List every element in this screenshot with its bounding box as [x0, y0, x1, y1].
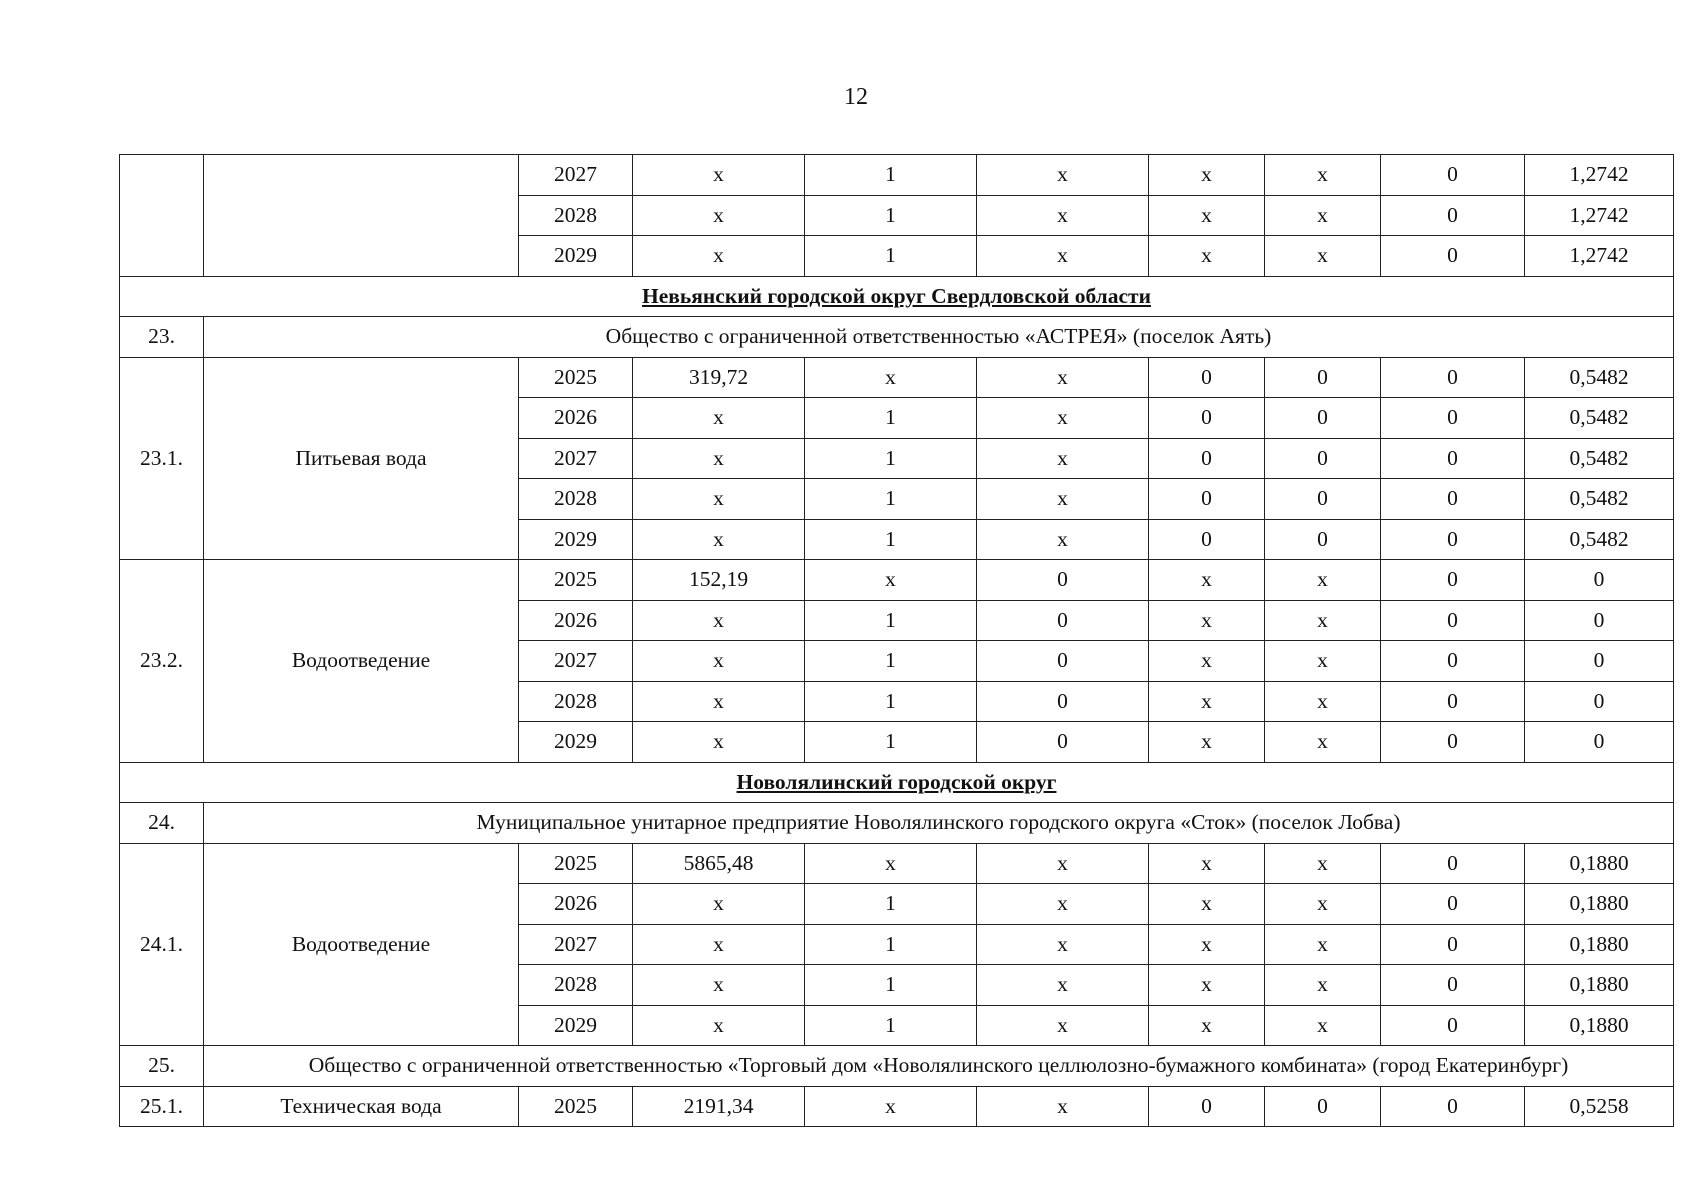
value-cell: 0	[1149, 519, 1265, 560]
value-cell: x	[1265, 884, 1381, 925]
year-cell: 2029	[519, 236, 633, 277]
year-cell: 2028	[519, 195, 633, 236]
value-cell: 0,5258	[1525, 1086, 1674, 1127]
value-cell: 2191,34	[633, 1086, 805, 1127]
value-cell: x	[1149, 681, 1265, 722]
value-cell: x	[977, 924, 1149, 965]
value-cell: x	[1149, 155, 1265, 196]
value-cell: x	[633, 479, 805, 520]
value-cell: 0	[1525, 600, 1674, 641]
value-cell: 0	[1381, 681, 1525, 722]
value-cell: 0	[1381, 398, 1525, 439]
year-cell: 2025	[519, 357, 633, 398]
value-cell: 0,5482	[1525, 357, 1674, 398]
value-cell: 0	[1265, 519, 1381, 560]
value-cell: 0	[977, 560, 1149, 601]
value-cell: 1	[805, 681, 977, 722]
value-cell: x	[633, 398, 805, 439]
item-name: Техническая вода	[204, 1086, 519, 1127]
value-cell: 1	[805, 722, 977, 763]
table-row	[120, 317, 1674, 358]
year-cell: 2028	[519, 479, 633, 520]
value-cell: x	[1149, 560, 1265, 601]
year-cell: 2027	[519, 155, 633, 196]
table-row	[120, 276, 1674, 317]
value-cell: 1	[805, 155, 977, 196]
value-cell: 0,1880	[1525, 884, 1674, 925]
value-cell: 0	[1381, 965, 1525, 1006]
value-cell: x	[1265, 560, 1381, 601]
value-cell: 0	[977, 600, 1149, 641]
value-cell: 0,1880	[1525, 843, 1674, 884]
value-cell: 0	[1381, 236, 1525, 277]
value-cell: x	[1265, 1005, 1381, 1046]
value-cell: 0	[1149, 398, 1265, 439]
value-cell: x	[1265, 641, 1381, 682]
value-cell: x	[977, 965, 1149, 1006]
year-cell: 2029	[519, 722, 633, 763]
value-cell: x	[805, 560, 977, 601]
org-name: Общество с ограниченной ответственностью «АСТРЕЯ» (поселок Аять)	[204, 317, 1674, 358]
table-row	[120, 762, 1674, 803]
value-cell: 1	[805, 1005, 977, 1046]
value-cell: 0	[1381, 600, 1525, 641]
value-cell: x	[977, 884, 1149, 925]
value-cell: 0	[1525, 722, 1674, 763]
value-cell: x	[1265, 236, 1381, 277]
value-cell: 0	[1525, 560, 1674, 601]
value-cell: x	[977, 155, 1149, 196]
value-cell: x	[1265, 924, 1381, 965]
value-cell: 0,5482	[1525, 398, 1674, 439]
item-number: 24.1.	[120, 843, 204, 1046]
value-cell: 0	[1149, 438, 1265, 479]
value-cell: 1	[805, 600, 977, 641]
value-cell: 1	[805, 438, 977, 479]
value-cell: 0	[1381, 1086, 1525, 1127]
value-cell: x	[1149, 843, 1265, 884]
value-cell: 0	[1381, 357, 1525, 398]
value-cell: 0	[1381, 843, 1525, 884]
value-cell: 0,1880	[1525, 924, 1674, 965]
value-cell: 0	[977, 722, 1149, 763]
item-number: 23.2.	[120, 560, 204, 763]
value-cell: x	[633, 924, 805, 965]
year-cell: 2027	[519, 438, 633, 479]
org-name: Общество с ограниченной ответственностью «Торговый дом «Новолялинского целлюлозно-бумажного комбината» (город Екатеринбург)	[204, 1046, 1674, 1087]
value-cell: x	[1149, 965, 1265, 1006]
item-name: Водоотведение	[204, 843, 519, 1046]
value-cell: x	[1149, 641, 1265, 682]
value-cell: x	[633, 722, 805, 763]
value-cell: 0	[1381, 1005, 1525, 1046]
year-cell: 2028	[519, 965, 633, 1006]
value-cell: x	[633, 681, 805, 722]
value-cell: 0	[1381, 155, 1525, 196]
year-cell: 2025	[519, 843, 633, 884]
value-cell: x	[1265, 155, 1381, 196]
value-cell: x	[977, 843, 1149, 884]
org-number: 24.	[120, 803, 204, 844]
value-cell: 0	[1265, 357, 1381, 398]
value-cell: 0,5482	[1525, 479, 1674, 520]
value-cell: 0	[1381, 722, 1525, 763]
value-cell: 1,2742	[1525, 236, 1674, 277]
value-cell: 0	[1265, 1086, 1381, 1127]
value-cell: x	[1149, 722, 1265, 763]
value-cell: x	[977, 1086, 1149, 1127]
value-cell: x	[633, 600, 805, 641]
value-cell: x	[633, 438, 805, 479]
region-heading: Невьянский городской округ Свердловской области	[120, 276, 1674, 317]
table-row	[120, 155, 1674, 196]
year-cell: 2026	[519, 600, 633, 641]
value-cell: x	[1149, 600, 1265, 641]
value-cell: x	[1149, 236, 1265, 277]
value-cell: x	[1265, 681, 1381, 722]
value-cell: 0	[1525, 681, 1674, 722]
org-number: 25.	[120, 1046, 204, 1087]
value-cell: 0	[1381, 479, 1525, 520]
value-cell: x	[1265, 722, 1381, 763]
value-cell: x	[1149, 195, 1265, 236]
table-row	[120, 1046, 1674, 1087]
value-cell: 0	[1381, 438, 1525, 479]
table-row	[120, 803, 1674, 844]
value-cell: x	[633, 965, 805, 1006]
value-cell: x	[633, 641, 805, 682]
value-cell: 0	[1265, 398, 1381, 439]
value-cell: x	[633, 155, 805, 196]
value-cell: 0,5482	[1525, 519, 1674, 560]
value-cell: x	[1265, 195, 1381, 236]
value-cell: x	[805, 843, 977, 884]
year-cell: 2028	[519, 681, 633, 722]
org-name: Муниципальное унитарное предприятие Новолялинского городского округа «Сток» (поселок Лобва)	[204, 803, 1674, 844]
table-row	[120, 560, 1674, 601]
year-cell: 2029	[519, 1005, 633, 1046]
value-cell: x	[977, 479, 1149, 520]
item-number: 25.1.	[120, 1086, 204, 1127]
table-row	[120, 1086, 1674, 1127]
value-cell: x	[1265, 600, 1381, 641]
value-cell: 0	[1381, 519, 1525, 560]
table-row	[120, 357, 1674, 398]
value-cell: 0	[977, 641, 1149, 682]
value-cell: x	[633, 195, 805, 236]
value-cell: 0	[1149, 479, 1265, 520]
value-cell: 0,1880	[1525, 1005, 1674, 1046]
value-cell: x	[1265, 843, 1381, 884]
value-cell: 1	[805, 236, 977, 277]
value-cell: 152,19	[633, 560, 805, 601]
value-cell: x	[1149, 924, 1265, 965]
value-cell: x	[805, 1086, 977, 1127]
year-cell: 2027	[519, 924, 633, 965]
year-cell: 2026	[519, 884, 633, 925]
value-cell: 1	[805, 884, 977, 925]
value-cell: 0	[1149, 1086, 1265, 1127]
value-cell: x	[977, 1005, 1149, 1046]
value-cell: x	[977, 357, 1149, 398]
merged-name-cell	[204, 155, 519, 277]
value-cell: x	[1265, 965, 1381, 1006]
value-cell: 1	[805, 398, 977, 439]
value-cell: 1,2742	[1525, 195, 1674, 236]
value-cell: 1	[805, 641, 977, 682]
value-cell: 0	[977, 681, 1149, 722]
value-cell: x	[1149, 884, 1265, 925]
value-cell: 0	[1381, 924, 1525, 965]
item-name: Питьевая вода	[204, 357, 519, 560]
value-cell: x	[633, 884, 805, 925]
year-cell: 2025	[519, 1086, 633, 1127]
value-cell: 0,1880	[1525, 965, 1674, 1006]
value-cell: x	[633, 236, 805, 277]
value-cell: 1	[805, 924, 977, 965]
item-number: 23.1.	[120, 357, 204, 560]
value-cell: 1	[805, 195, 977, 236]
value-cell: x	[805, 357, 977, 398]
value-cell: 0	[1265, 479, 1381, 520]
value-cell: 1	[805, 519, 977, 560]
org-number: 23.	[120, 317, 204, 358]
value-cell: 0	[1381, 195, 1525, 236]
value-cell: 0	[1149, 357, 1265, 398]
page-number: 12	[844, 84, 868, 110]
value-cell: 1,2742	[1525, 155, 1674, 196]
value-cell: 319,72	[633, 357, 805, 398]
value-cell: x	[633, 1005, 805, 1046]
table-row	[120, 843, 1674, 884]
value-cell: x	[977, 398, 1149, 439]
value-cell: 1	[805, 965, 977, 1006]
value-cell: x	[977, 195, 1149, 236]
tariff-table	[119, 154, 1674, 1127]
year-cell: 2029	[519, 519, 633, 560]
value-cell: 0,5482	[1525, 438, 1674, 479]
value-cell: 0	[1381, 560, 1525, 601]
value-cell: 0	[1381, 641, 1525, 682]
value-cell: x	[633, 519, 805, 560]
value-cell: x	[977, 438, 1149, 479]
value-cell: 0	[1381, 884, 1525, 925]
merged-num-cell	[120, 155, 204, 277]
item-name: Водоотведение	[204, 560, 519, 763]
year-cell: 2026	[519, 398, 633, 439]
value-cell: 1	[805, 479, 977, 520]
region-heading: Новолялинский городской округ	[120, 762, 1674, 803]
value-cell: x	[977, 519, 1149, 560]
value-cell: 0	[1265, 438, 1381, 479]
value-cell: x	[977, 236, 1149, 277]
value-cell: 0	[1525, 641, 1674, 682]
year-cell: 2025	[519, 560, 633, 601]
value-cell: 5865,48	[633, 843, 805, 884]
year-cell: 2027	[519, 641, 633, 682]
value-cell: x	[1149, 1005, 1265, 1046]
